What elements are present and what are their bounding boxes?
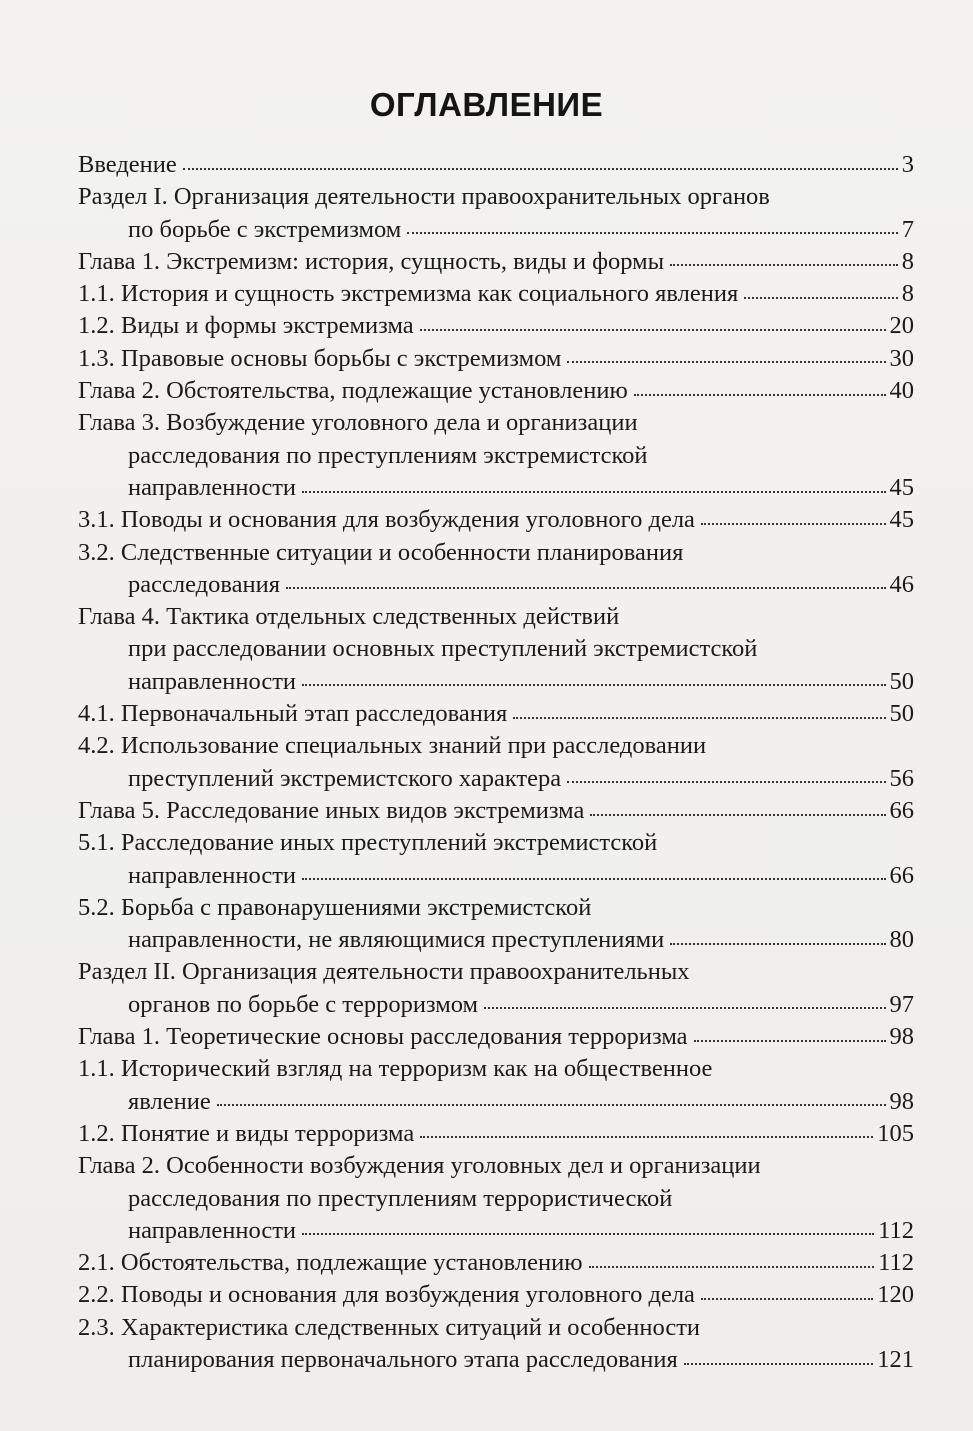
- toc-entry-line: [78, 1118, 914, 1150]
- toc-entry-line: [78, 310, 914, 342]
- toc-entry: [78, 504, 914, 536]
- page-title: ОГЛАВЛЕНИЕ: [369, 86, 604, 123]
- toc-entry-text: Глава 3. Возбуждение уголовного дела и организации: [78, 409, 638, 437]
- toc-entry-text: 5.2. Борьба с правонарушениями экстремистской: [78, 893, 592, 921]
- toc-entry-text: 1.1. Исторический взгляд на терроризм как на общественное: [78, 1055, 713, 1083]
- dot-leader: [302, 682, 885, 686]
- dot-leader: [302, 876, 885, 880]
- dot-leader: [420, 327, 886, 331]
- toc-entry-line: [78, 537, 914, 569]
- dot-leader: [484, 1005, 885, 1009]
- toc-page-number: 3: [901, 151, 914, 178]
- toc-entry-text: расследования: [128, 570, 280, 598]
- toc-entry: [78, 1118, 914, 1150]
- toc-entry-text: преступлений экстремистского характера: [128, 764, 562, 792]
- toc-entry-text: направленности, не являющимися преступлениями: [128, 926, 665, 954]
- toc-entry-line: [78, 601, 914, 633]
- dot-leader: [286, 585, 886, 589]
- toc-entry: [78, 1150, 914, 1247]
- toc-entry-text: 4.2. Использование специальных знаний при расследовании: [78, 732, 707, 760]
- toc-entry-line: [78, 246, 914, 278]
- toc-entry-line: [78, 1312, 914, 1344]
- toc-entry-continuation: [78, 633, 914, 665]
- toc-entry: [78, 601, 914, 698]
- toc-entry-continuation: [78, 924, 914, 956]
- toc-entry-continuation: [78, 763, 914, 795]
- toc-entry-text: Раздел II. Организация деятельности правоохранительных: [78, 958, 690, 986]
- dot-leader: [589, 1263, 875, 1267]
- dot-leader: [701, 520, 886, 524]
- toc-page-number: 50: [889, 700, 914, 728]
- dot-leader: [744, 294, 898, 298]
- toc-entry: [78, 537, 914, 602]
- toc-page-number: 45: [889, 473, 914, 501]
- toc-entry-text: явление: [128, 1087, 211, 1115]
- toc-entry: [78, 343, 914, 375]
- toc-entry-text: планирования первоначального этапа расследования: [128, 1345, 678, 1373]
- toc-page-number: 80: [889, 926, 914, 954]
- toc-entry: [78, 730, 914, 795]
- toc-entry-text: 1.3. Правовые основы борьбы с экстремизмом: [78, 344, 562, 372]
- toc-entry-text: расследования по преступлениям экстремистской: [128, 441, 648, 469]
- toc-entry-text: Глава 4. Тактика отдельных следственных действий: [78, 603, 620, 631]
- toc-entry-text: 3.2. Следственные ситуации и особенности планирования: [78, 538, 684, 566]
- toc-entry-line: [78, 892, 914, 924]
- toc-entry-line: [78, 1279, 914, 1311]
- toc-entry: [78, 1312, 914, 1377]
- toc-page-number: 56: [889, 764, 914, 792]
- toc-page-number: 8: [901, 247, 914, 275]
- toc-entry-line: [78, 956, 914, 988]
- toc-entry-text: Глава 5. Расследование иных видов экстремизма: [78, 796, 585, 824]
- toc-entry-line: [78, 407, 914, 439]
- toc-page-number: 98: [889, 1023, 914, 1051]
- toc-entry-line: [78, 730, 914, 762]
- toc-entry: [78, 1021, 914, 1053]
- toc-page-number: 98: [889, 1087, 914, 1115]
- toc-entry-text: Глава 1. Теоретические основы расследования терроризма: [78, 1023, 688, 1051]
- toc-entry-text: 3.1. Поводы и основания для возбуждения уголовного дела: [78, 506, 695, 534]
- toc-entry-line: [78, 504, 914, 536]
- toc-page-number: 97: [889, 990, 914, 1018]
- toc-entry-line: [78, 1053, 914, 1085]
- toc-page-number: 46: [889, 570, 914, 598]
- dot-leader: [670, 940, 885, 944]
- toc-entry-line: [78, 375, 914, 407]
- dot-leader: [407, 230, 897, 234]
- toc-page-number: 112: [878, 1249, 914, 1277]
- toc-entry-text: Введение: [78, 151, 177, 178]
- dot-leader: [217, 1102, 886, 1106]
- dot-leader: [701, 1296, 873, 1300]
- toc-entry-continuation: [78, 666, 914, 698]
- toc-entry-line: [78, 1247, 914, 1279]
- toc-entry-line: [78, 343, 914, 375]
- toc-entry-continuation: [78, 214, 914, 246]
- dot-leader: [567, 359, 885, 363]
- dot-leader: [670, 262, 898, 266]
- toc-entry-text: при расследовании основных преступлений экстремистской: [128, 635, 758, 663]
- dot-leader: [302, 488, 885, 492]
- toc-page-number: 45: [889, 506, 914, 534]
- dot-leader: [694, 1037, 886, 1041]
- toc-entry-text: 4.1. Первоначальный этап расследования: [78, 700, 508, 728]
- toc-entry: [78, 1247, 914, 1279]
- toc-entry: [78, 698, 914, 730]
- toc-page-number: 105: [877, 1119, 914, 1147]
- toc-entry-line: [78, 795, 914, 827]
- toc-entry: [78, 827, 914, 892]
- toc-entry-line: [78, 149, 914, 181]
- dot-leader: [302, 1231, 874, 1235]
- toc-entry: [78, 278, 914, 310]
- toc-page-number: 66: [889, 796, 914, 824]
- toc-page-number: 7: [901, 215, 914, 243]
- dot-leader: [567, 779, 885, 783]
- toc-page-number: 66: [889, 861, 914, 889]
- toc-entry-continuation: [78, 860, 914, 892]
- toc-page-number: 8: [901, 280, 914, 308]
- toc-entry: [78, 246, 914, 278]
- toc-entry-text: 1.2. Понятие и виды терроризма: [78, 1119, 415, 1147]
- dot-leader: [420, 1134, 873, 1138]
- toc-entry-continuation: [78, 472, 914, 504]
- toc-entry-text: 5.1. Расследование иных преступлений экстремистской: [78, 829, 658, 857]
- toc-page-number: 30: [889, 344, 914, 372]
- toc-entry: [78, 1053, 914, 1118]
- toc-entry-continuation: [78, 1086, 914, 1118]
- toc-entry-text: направленности: [128, 1216, 297, 1244]
- toc-entry-text: Глава 2. Особенности возбуждения уголовных дел и организации: [78, 1152, 761, 1180]
- toc-entry-continuation: [78, 1215, 914, 1247]
- toc-entry-continuation: [78, 440, 914, 472]
- table-of-contents: [78, 149, 914, 1376]
- dot-leader: [634, 391, 886, 395]
- toc-page-number: 20: [889, 312, 914, 340]
- toc-entry-text: направленности: [128, 667, 297, 695]
- toc-entry: [78, 892, 914, 957]
- toc-entry-text: Раздел I. Организация деятельности правоохранительных органов: [78, 183, 770, 211]
- toc-entry-line: [78, 698, 914, 730]
- toc-entry-text: направленности: [128, 473, 297, 501]
- toc-entry: [78, 149, 914, 181]
- dot-leader: [513, 714, 885, 718]
- toc-entry: [78, 1279, 914, 1311]
- toc-entry: [78, 375, 914, 407]
- toc-entry-continuation: [78, 569, 914, 601]
- toc-entry: [78, 181, 914, 246]
- toc-entry-text: направленности: [128, 861, 297, 889]
- toc-page-number: 112: [878, 1216, 914, 1244]
- toc-entry-text: 1.1. История и сущность экстремизма как социального явления: [78, 280, 739, 308]
- toc-entry-text: органов по борьбе с терроризмом: [128, 990, 479, 1018]
- toc-entry-text: расследования по преступлениям террористической: [128, 1184, 673, 1212]
- dot-leader: [590, 811, 885, 815]
- toc-entry-text: по борьбе с экстремизмом: [128, 215, 402, 243]
- toc-entry-text: Глава 1. Экстремизм: история, сущность, виды и формы: [78, 247, 665, 275]
- toc-entry-line: [78, 1021, 914, 1053]
- toc-entry-line: [78, 827, 914, 859]
- toc-entry-continuation: [78, 1183, 914, 1215]
- toc-entry-line: [78, 181, 914, 213]
- dot-leader: [183, 165, 898, 169]
- toc-entry: [78, 407, 914, 504]
- toc-page-number: 120: [877, 1281, 914, 1309]
- toc-entry-text: 2.3. Характеристика следственных ситуаций и особенности: [78, 1313, 701, 1341]
- toc-entry: [78, 956, 914, 1021]
- toc-entry-continuation: [78, 1344, 914, 1376]
- toc-entry-line: [78, 1150, 914, 1182]
- toc-entry: [78, 310, 914, 342]
- toc-entry-text: 1.2. Виды и формы экстремизма: [78, 312, 414, 340]
- toc-entry: [78, 795, 914, 827]
- toc-entry-continuation: [78, 989, 914, 1021]
- toc-entry-text: 2.1. Обстоятельства, подлежащие установлению: [78, 1249, 583, 1277]
- dot-leader: [684, 1360, 874, 1364]
- toc-entry-line: [78, 278, 914, 310]
- toc-entry-text: 2.2. Поводы и основания для возбуждения уголовного дела: [78, 1281, 695, 1309]
- toc-page-number: 121: [877, 1345, 914, 1373]
- toc-page-number: 50: [889, 667, 914, 695]
- toc-page-number: 40: [889, 377, 914, 405]
- toc-entry-text: Глава 2. Обстоятельства, подлежащие установлению: [78, 377, 628, 405]
